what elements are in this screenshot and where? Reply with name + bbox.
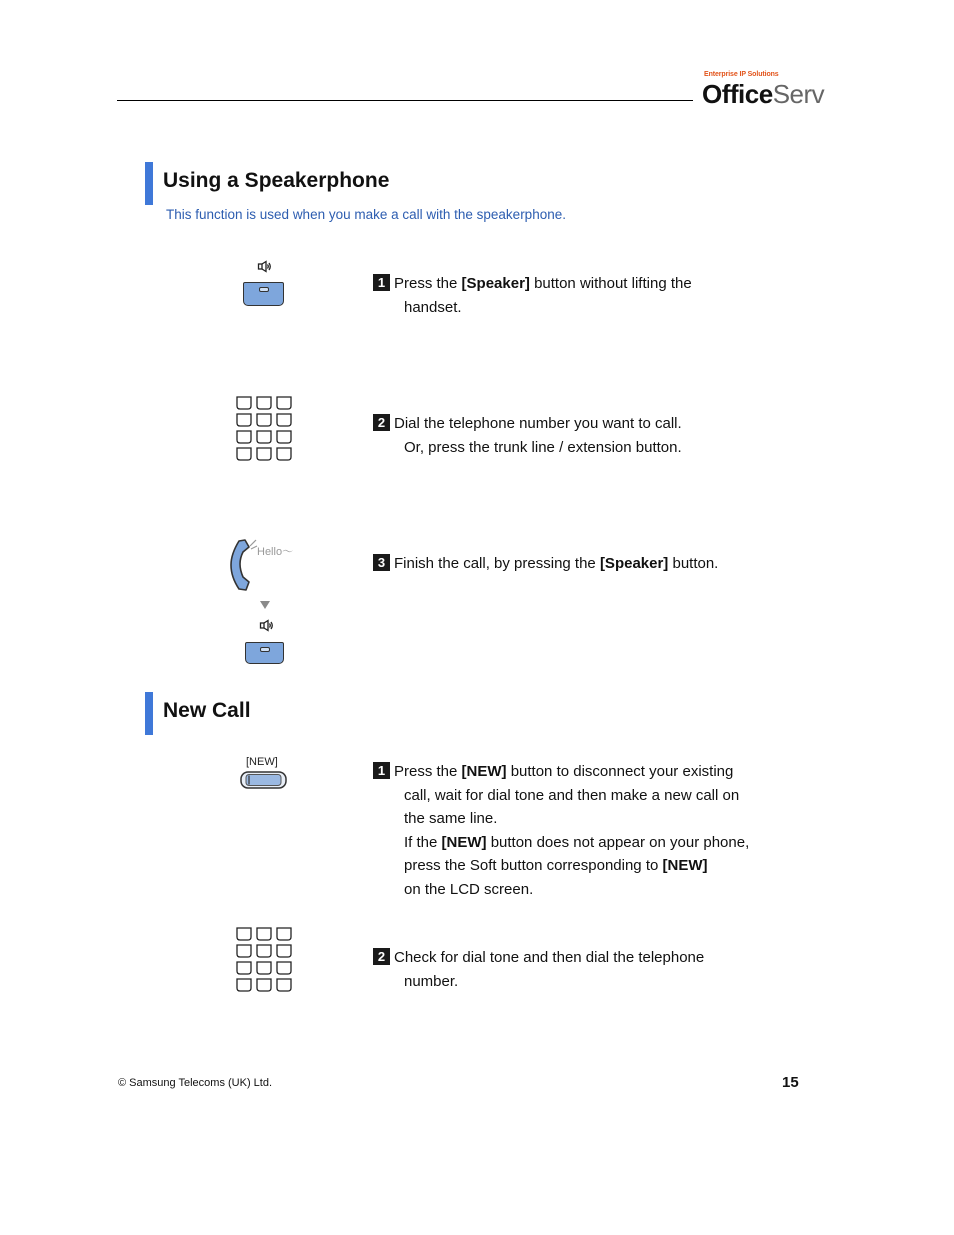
footer-copyright: © Samsung Telecoms (UK) Ltd.: [118, 1077, 273, 1089]
keypad-key: [257, 431, 271, 443]
section-title-new-call: New Call: [163, 699, 251, 722]
section-accent-bar: [145, 162, 153, 205]
speaker-icon: [245, 619, 289, 635]
keypad-key: [237, 962, 251, 974]
speaker-key-label: [Speaker]: [599, 555, 669, 572]
step-number: 1: [373, 274, 390, 291]
keypad-key: [237, 448, 251, 460]
section-title-speakerphone: Using a Speakerphone: [163, 169, 390, 192]
step-1-speakerphone: 1 Press the [Speaker] button without lifting the handset.: [373, 272, 793, 319]
keypad-key: [257, 979, 271, 991]
speaker-button-shape: [245, 642, 284, 664]
step-2-new-call: 2 Check for dial tone and then dial the telephone number.: [373, 946, 793, 993]
keypad-key: [257, 397, 271, 409]
new-key-label: [NEW]: [461, 763, 507, 780]
step-2-speakerphone: 2 Dial the telephone number you want to call. Or, press the trunk line / extension button.: [373, 412, 793, 459]
keypad-key: [237, 397, 251, 409]
section-accent-bar: [145, 692, 153, 735]
page-number: 15: [782, 1074, 799, 1091]
keypad-key: [237, 979, 251, 991]
step-number: 2: [373, 414, 390, 431]
header-rule: [117, 100, 693, 101]
brand-tagline: Enterprise IP Solutions: [704, 71, 779, 78]
keypad-key: [237, 928, 251, 940]
speaker-button-illustration: [242, 259, 286, 306]
keypad-key: [277, 397, 291, 409]
brand-name-light: Serv: [772, 79, 825, 109]
brand-logo: [702, 79, 824, 109]
keypad-key: [257, 448, 271, 460]
new-button-label: [NEW]: [246, 756, 278, 768]
step-1-new-call: 1 Press the [NEW] button to disconnect your existing call, wait for dial tone and then make a new call on the same line. If the [NEW] button does not appear on your phone, press the Soft button corresponding to [NEW] on the LCD screen.: [373, 760, 793, 901]
handset-icon: [228, 536, 258, 597]
keypad-key: [277, 448, 291, 460]
keypad-key: [277, 431, 291, 443]
keypad-key: [277, 962, 291, 974]
speaker-icon: [242, 259, 286, 275]
speaker-button-shape: [243, 282, 284, 306]
step-number: 2: [373, 948, 390, 965]
step-number: 3: [373, 554, 390, 571]
keypad-key: [237, 945, 251, 957]
keypad-key: [237, 431, 251, 443]
keypad-icon: [236, 927, 294, 998]
keypad-key: [277, 928, 291, 940]
section-subtitle: This function is used when you make a call with the speakerphone.: [166, 207, 566, 222]
keypad-key: [257, 928, 271, 940]
speaker-key-label: [Speaker]: [461, 275, 530, 292]
brand-name-bold: Office: [702, 79, 773, 109]
speaker-button-illustration: [245, 619, 289, 664]
keypad-key: [257, 945, 271, 957]
keypad-key: [277, 979, 291, 991]
keypad-key: [257, 962, 271, 974]
keypad-key: [257, 414, 271, 426]
keypad-key: [277, 414, 291, 426]
new-button-icon: [240, 771, 288, 795]
hello-text: Hello～: [257, 546, 294, 558]
step-number: 1: [373, 762, 390, 779]
keypad-icon: [236, 396, 294, 467]
keypad-key: [237, 414, 251, 426]
keypad-key: [277, 945, 291, 957]
arrow-down-icon: [260, 601, 270, 609]
step-3-speakerphone: 3 Finish the call, by pressing the [Speaker] button.: [373, 552, 793, 576]
